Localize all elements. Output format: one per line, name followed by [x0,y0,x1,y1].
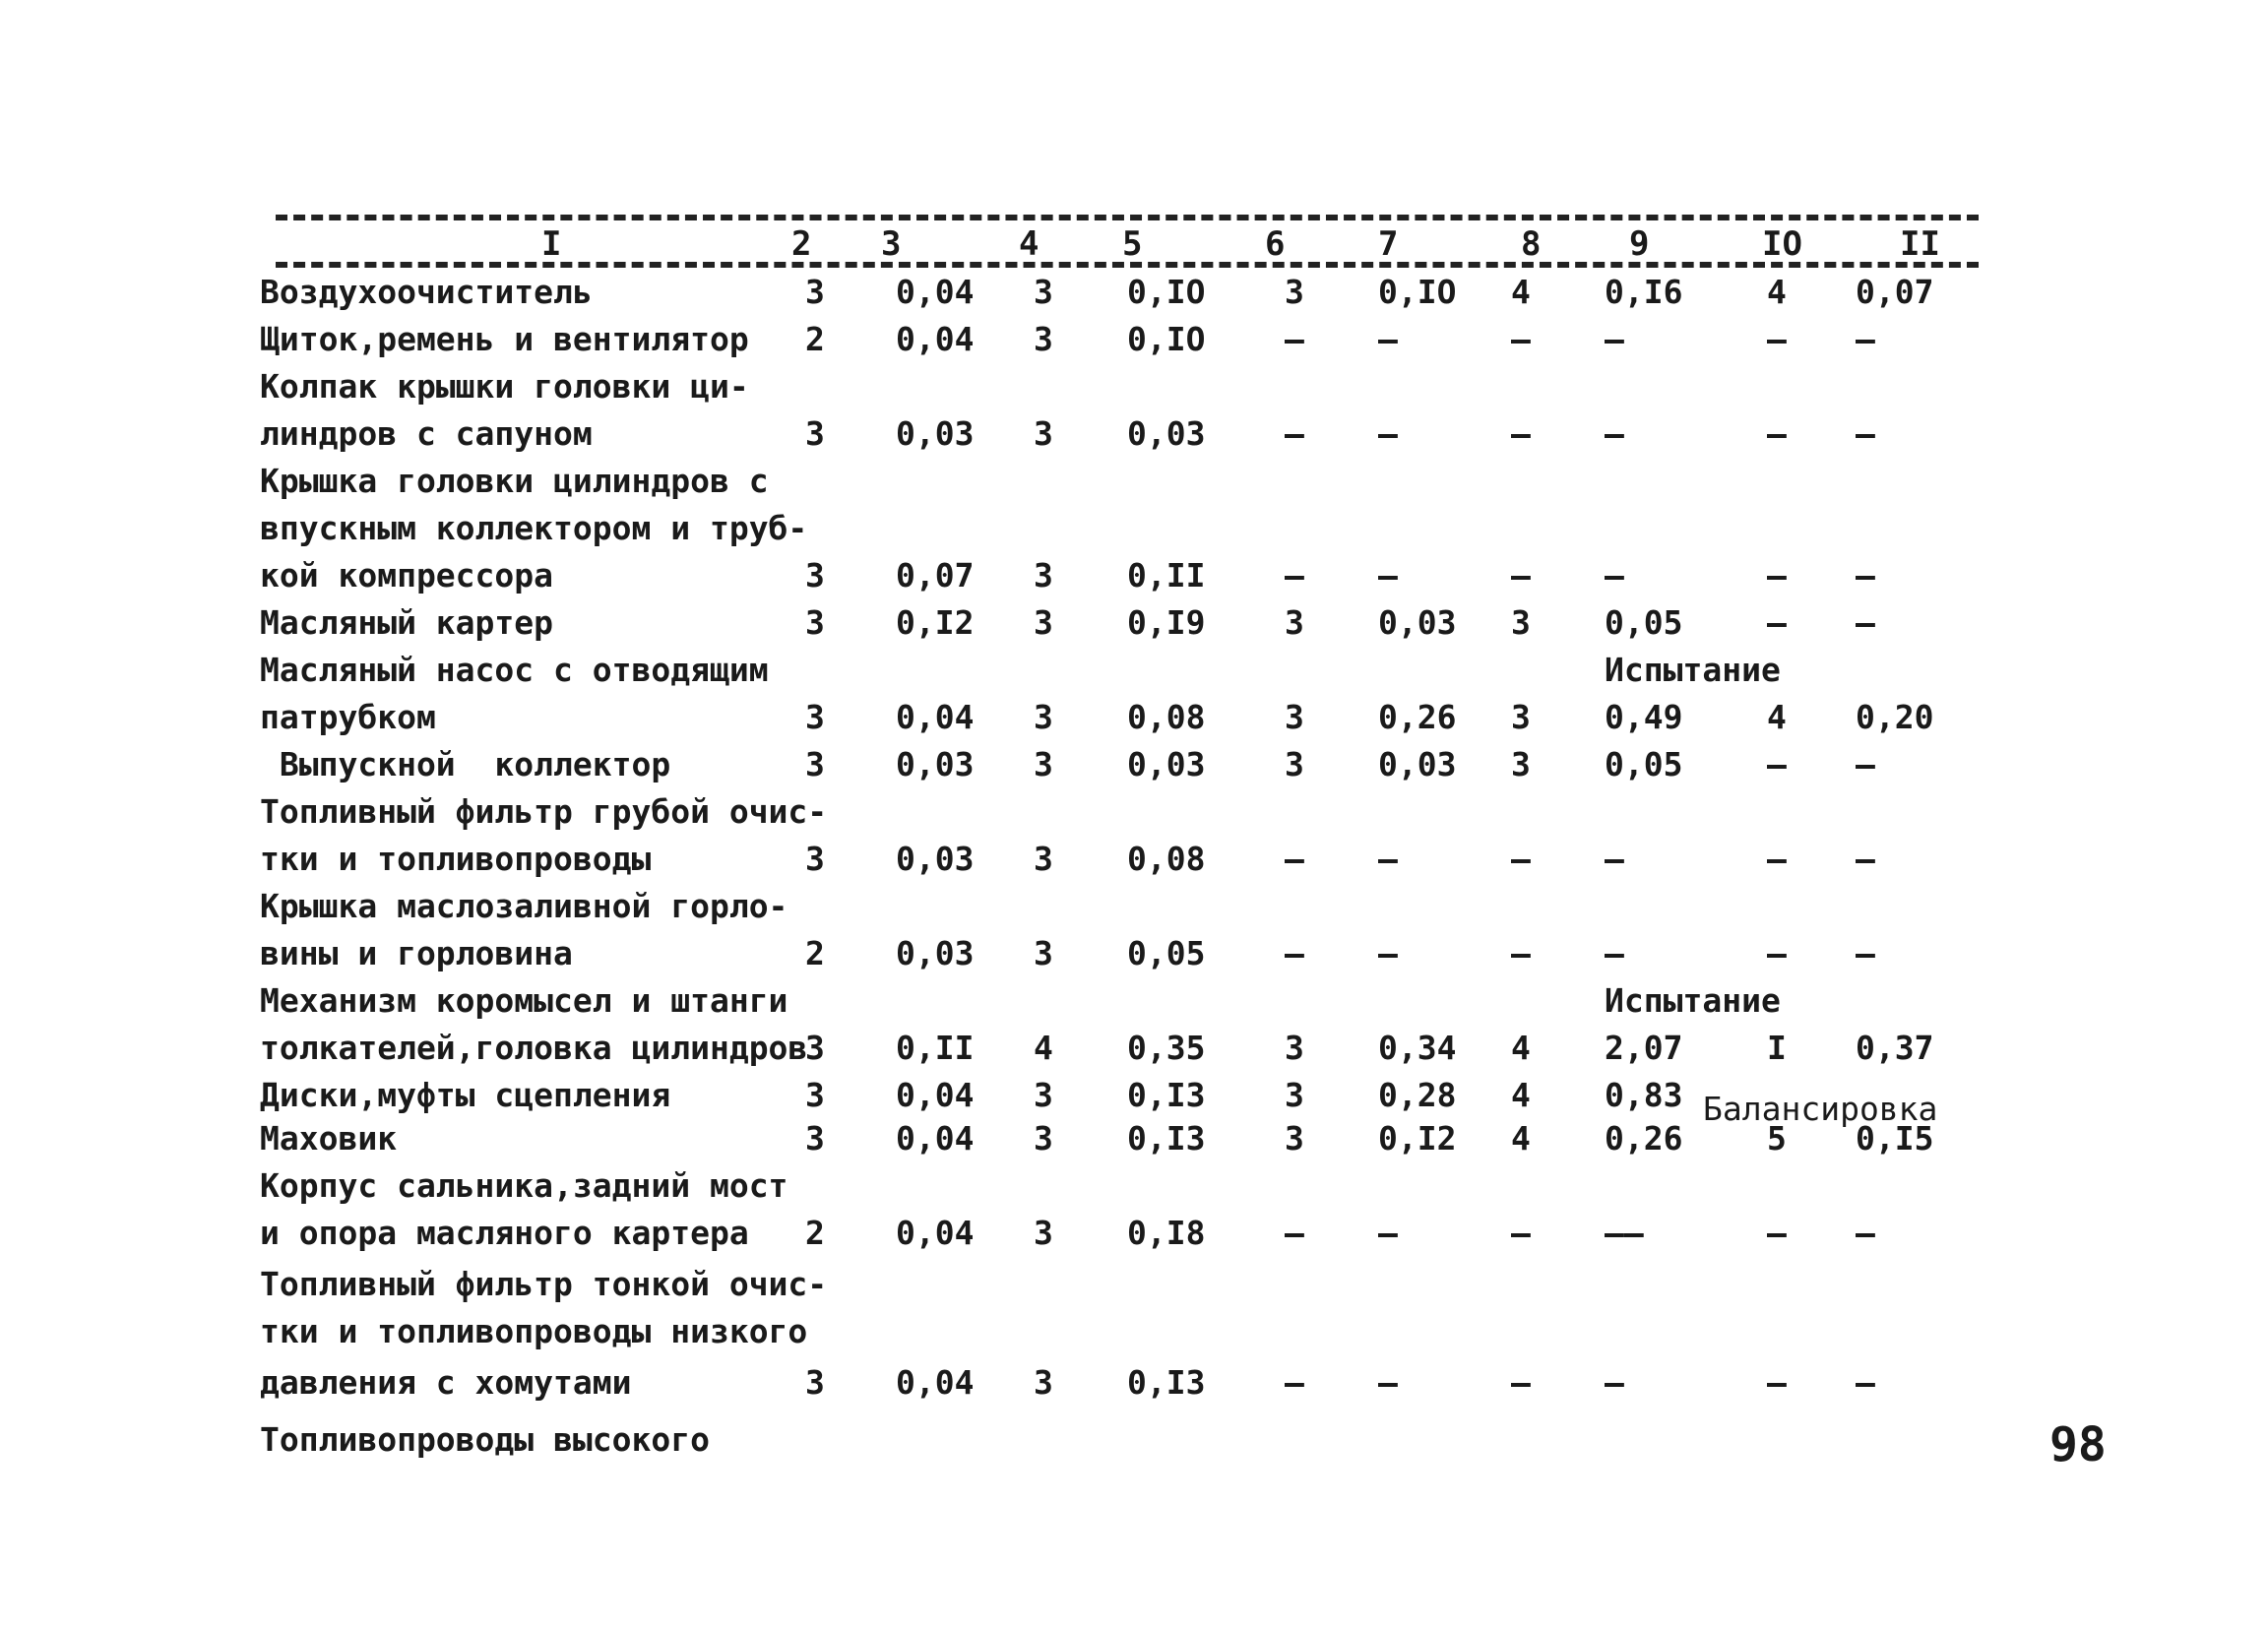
cell: 0,03 [1127,745,1206,783]
cell: 3 [1034,1119,1053,1158]
cell: 3 [1511,745,1531,783]
cell: 0,I5 [1856,1119,1934,1158]
cell: 0,26 [1378,698,1457,736]
cell: 0,07 [896,556,975,595]
cell: 3 [1034,320,1053,358]
header-col-8: 8 [1521,224,1542,264]
cell-note: Испытание [1605,981,1781,1020]
cell: 0,I3 [1127,1363,1206,1402]
page-number: 98 [2049,1417,2107,1472]
cell: – [1856,320,1875,358]
cell: 4 [1767,273,1787,311]
row-label: и опора масляного картера [260,1214,749,1252]
cell: – [1511,934,1531,972]
cell: 0,08 [1127,698,1206,736]
cell-note: Балансировка [1703,1090,1938,1128]
cell: – [1378,1214,1398,1252]
row-label: Масляный насос с отводящим [260,651,769,689]
cell: 0,IO [1127,320,1206,358]
row-label: Топливопроводы высокого [260,1420,710,1459]
cell: 0,20 [1856,698,1934,736]
cell: 3 [805,273,825,311]
cell: 3 [1285,1076,1304,1114]
cell: 3 [1034,745,1053,783]
cell: 4 [1511,1029,1531,1067]
header-col-5: 5 [1122,224,1143,264]
row-label: Крышка маслозаливной горло- [260,887,788,925]
cell: – [1378,556,1398,595]
row-label: тки и топливопроводы [260,840,652,878]
cell: 0,I3 [1127,1119,1206,1158]
cell: 4 [1511,1119,1531,1158]
row-label: Диски,муфты сцепления [260,1076,671,1114]
cell: – [1856,934,1875,972]
cell: 0,05 [1605,603,1683,642]
cell: – [1378,1363,1398,1402]
cell: – [1511,1363,1531,1402]
cell: – [1605,556,1624,595]
row-label: вины и горловина [260,934,573,972]
cell: 4 [1511,273,1531,311]
cell: 3 [1034,414,1053,453]
cell: 3 [1285,745,1304,783]
cell: 2 [805,1214,825,1252]
cell: – [1767,603,1787,642]
cell: 3 [805,698,825,736]
cell: 0,04 [896,1363,975,1402]
cell: 3 [805,1119,825,1158]
cell: 4 [1767,698,1787,736]
cell: – [1378,320,1398,358]
header-col-11: II [1900,224,1940,264]
cell: – [1856,414,1875,453]
row-label: Маховик [260,1119,398,1158]
cell: 0,26 [1605,1119,1683,1158]
cell: – [1285,934,1304,972]
cell: – [1378,840,1398,878]
cell: 0,04 [896,698,975,736]
row-label: Масляный картер [260,603,554,642]
cell: 0,II [1127,556,1206,595]
cell: – [1605,934,1624,972]
cell: – [1378,414,1398,453]
row-label: Щиток,ремень и вентилятор [260,320,749,358]
cell: 3 [1511,603,1531,642]
cell: 0,04 [896,273,975,311]
row-label: давления с хомутами [260,1363,632,1402]
header-col-3: 3 [881,224,902,264]
cell: 3 [1034,603,1053,642]
cell: – [1285,556,1304,595]
header-col-7: 7 [1378,224,1399,264]
row-label: патрубком [260,698,436,736]
cell: – [1767,556,1787,595]
cell: 3 [805,840,825,878]
cell: 3 [1285,273,1304,311]
row-label: Крышка головки цилиндров с [260,462,769,500]
header-col-6: 6 [1265,224,1286,264]
cell: 0,03 [896,840,975,878]
cell: 0,03 [896,414,975,453]
cell: 3 [1034,698,1053,736]
cell: 5 [1767,1119,1787,1158]
cell: 0,05 [1127,934,1206,972]
cell: 0,08 [1127,840,1206,878]
cell: – [1856,1214,1875,1252]
cell: 3 [805,745,825,783]
cell: 3 [805,1363,825,1402]
cell: – [1511,556,1531,595]
cell: 0,04 [896,1076,975,1114]
cell: – [1285,414,1304,453]
row-label: Топливный фильтр тонкой очис- [260,1265,828,1303]
cell: – [1378,934,1398,972]
header-col-9: 9 [1629,224,1650,264]
row-label: толкателей,головка цилиндров [260,1029,808,1067]
row-label: Воздухоочиститель [260,273,593,311]
header-col-10: IO [1762,224,1802,264]
row-label: Топливный фильтр грубой очис- [260,792,828,831]
row-label: Выпускной коллектор [260,745,671,783]
cell: –– [1605,1214,1644,1252]
row-label: Механизм коромысел и штанги [260,981,788,1020]
cell: 3 [1511,698,1531,736]
cell: – [1767,1214,1787,1252]
cell: — [1605,320,1624,358]
cell: 3 [1034,556,1053,595]
cell: – [1856,1363,1875,1402]
cell: 0,IO [1127,273,1206,311]
cell: 0,07 [1856,273,1934,311]
cell: 3 [1034,1214,1053,1252]
cell: 3 [1034,934,1053,972]
cell: 0,I2 [896,603,975,642]
cell: 3 [1034,273,1053,311]
cell: – [1605,1363,1624,1402]
cell: – [1856,840,1875,878]
cell: 3 [1285,698,1304,736]
cell: – [1767,320,1787,358]
cell: 3 [1285,1029,1304,1067]
header-col-1: I [541,224,562,264]
cell: 3 [1034,1076,1053,1114]
cell: 3 [805,603,825,642]
cell: 0,I2 [1378,1119,1457,1158]
cell: 0,03 [1127,414,1206,453]
cell: – [1767,745,1787,783]
row-label: Колпак крышки головки ци- [260,367,749,406]
cell: 0,IO [1378,273,1457,311]
cell: – [1767,934,1787,972]
cell: 0,I6 [1605,273,1683,311]
cell: 0,03 [896,934,975,972]
cell: 4 [1511,1076,1531,1114]
cell: 0,03 [896,745,975,783]
cell: 0,04 [896,320,975,358]
cell: – [1285,1363,1304,1402]
cell: – [1605,414,1624,453]
row-label: кой компрессора [260,556,554,595]
cell: 0,49 [1605,698,1683,736]
cell: 0,35 [1127,1029,1206,1067]
cell: 0,04 [896,1119,975,1158]
cell: 2,07 [1605,1029,1683,1067]
cell: 3 [805,1029,825,1067]
cell: 2 [805,934,825,972]
cell: 3 [805,414,825,453]
cell: 3 [805,556,825,595]
row-label: линдров с сапуном [260,414,593,453]
cell: – [1285,320,1304,358]
cell: 0,I8 [1127,1214,1206,1252]
cell: I [1767,1029,1787,1067]
cell: – [1856,603,1875,642]
header-col-2: 2 [791,224,812,264]
cell: 3 [1034,840,1053,878]
cell: – [1285,840,1304,878]
row-label: тки и топливопроводы низкого [260,1312,808,1350]
cell: – [1767,840,1787,878]
cell: 3 [1285,603,1304,642]
cell: 2 [805,320,825,358]
cell: 0,II [896,1029,975,1067]
cell: 0,04 [896,1214,975,1252]
cell: 0,I9 [1127,603,1206,642]
cell: 0,03 [1378,603,1457,642]
table-top-rule [276,215,1979,220]
cell: 3 [1285,1119,1304,1158]
cell: 0,28 [1378,1076,1457,1114]
cell: – [1511,320,1531,358]
header-col-4: 4 [1019,224,1040,264]
cell: 0,37 [1856,1029,1934,1067]
cell: – [1511,840,1531,878]
cell: – [1856,556,1875,595]
cell: – [1767,414,1787,453]
row-label: Корпус сальника,задний мост [260,1166,788,1205]
cell: 0,05 [1605,745,1683,783]
cell: 0,I3 [1127,1076,1206,1114]
cell: 0,03 [1378,745,1457,783]
row-label: впускным коллектором и труб- [260,509,808,547]
cell: 0,83 [1605,1076,1683,1114]
cell: 4 [1034,1029,1053,1067]
cell: 3 [805,1076,825,1114]
cell: – [1285,1214,1304,1252]
cell: – [1767,1363,1787,1402]
cell: – [1856,745,1875,783]
cell: 3 [1034,1363,1053,1402]
cell: – [1511,414,1531,453]
cell: 0,34 [1378,1029,1457,1067]
cell-note: Испытание [1605,651,1781,689]
cell: – [1511,1214,1531,1252]
cell: – [1605,840,1624,878]
